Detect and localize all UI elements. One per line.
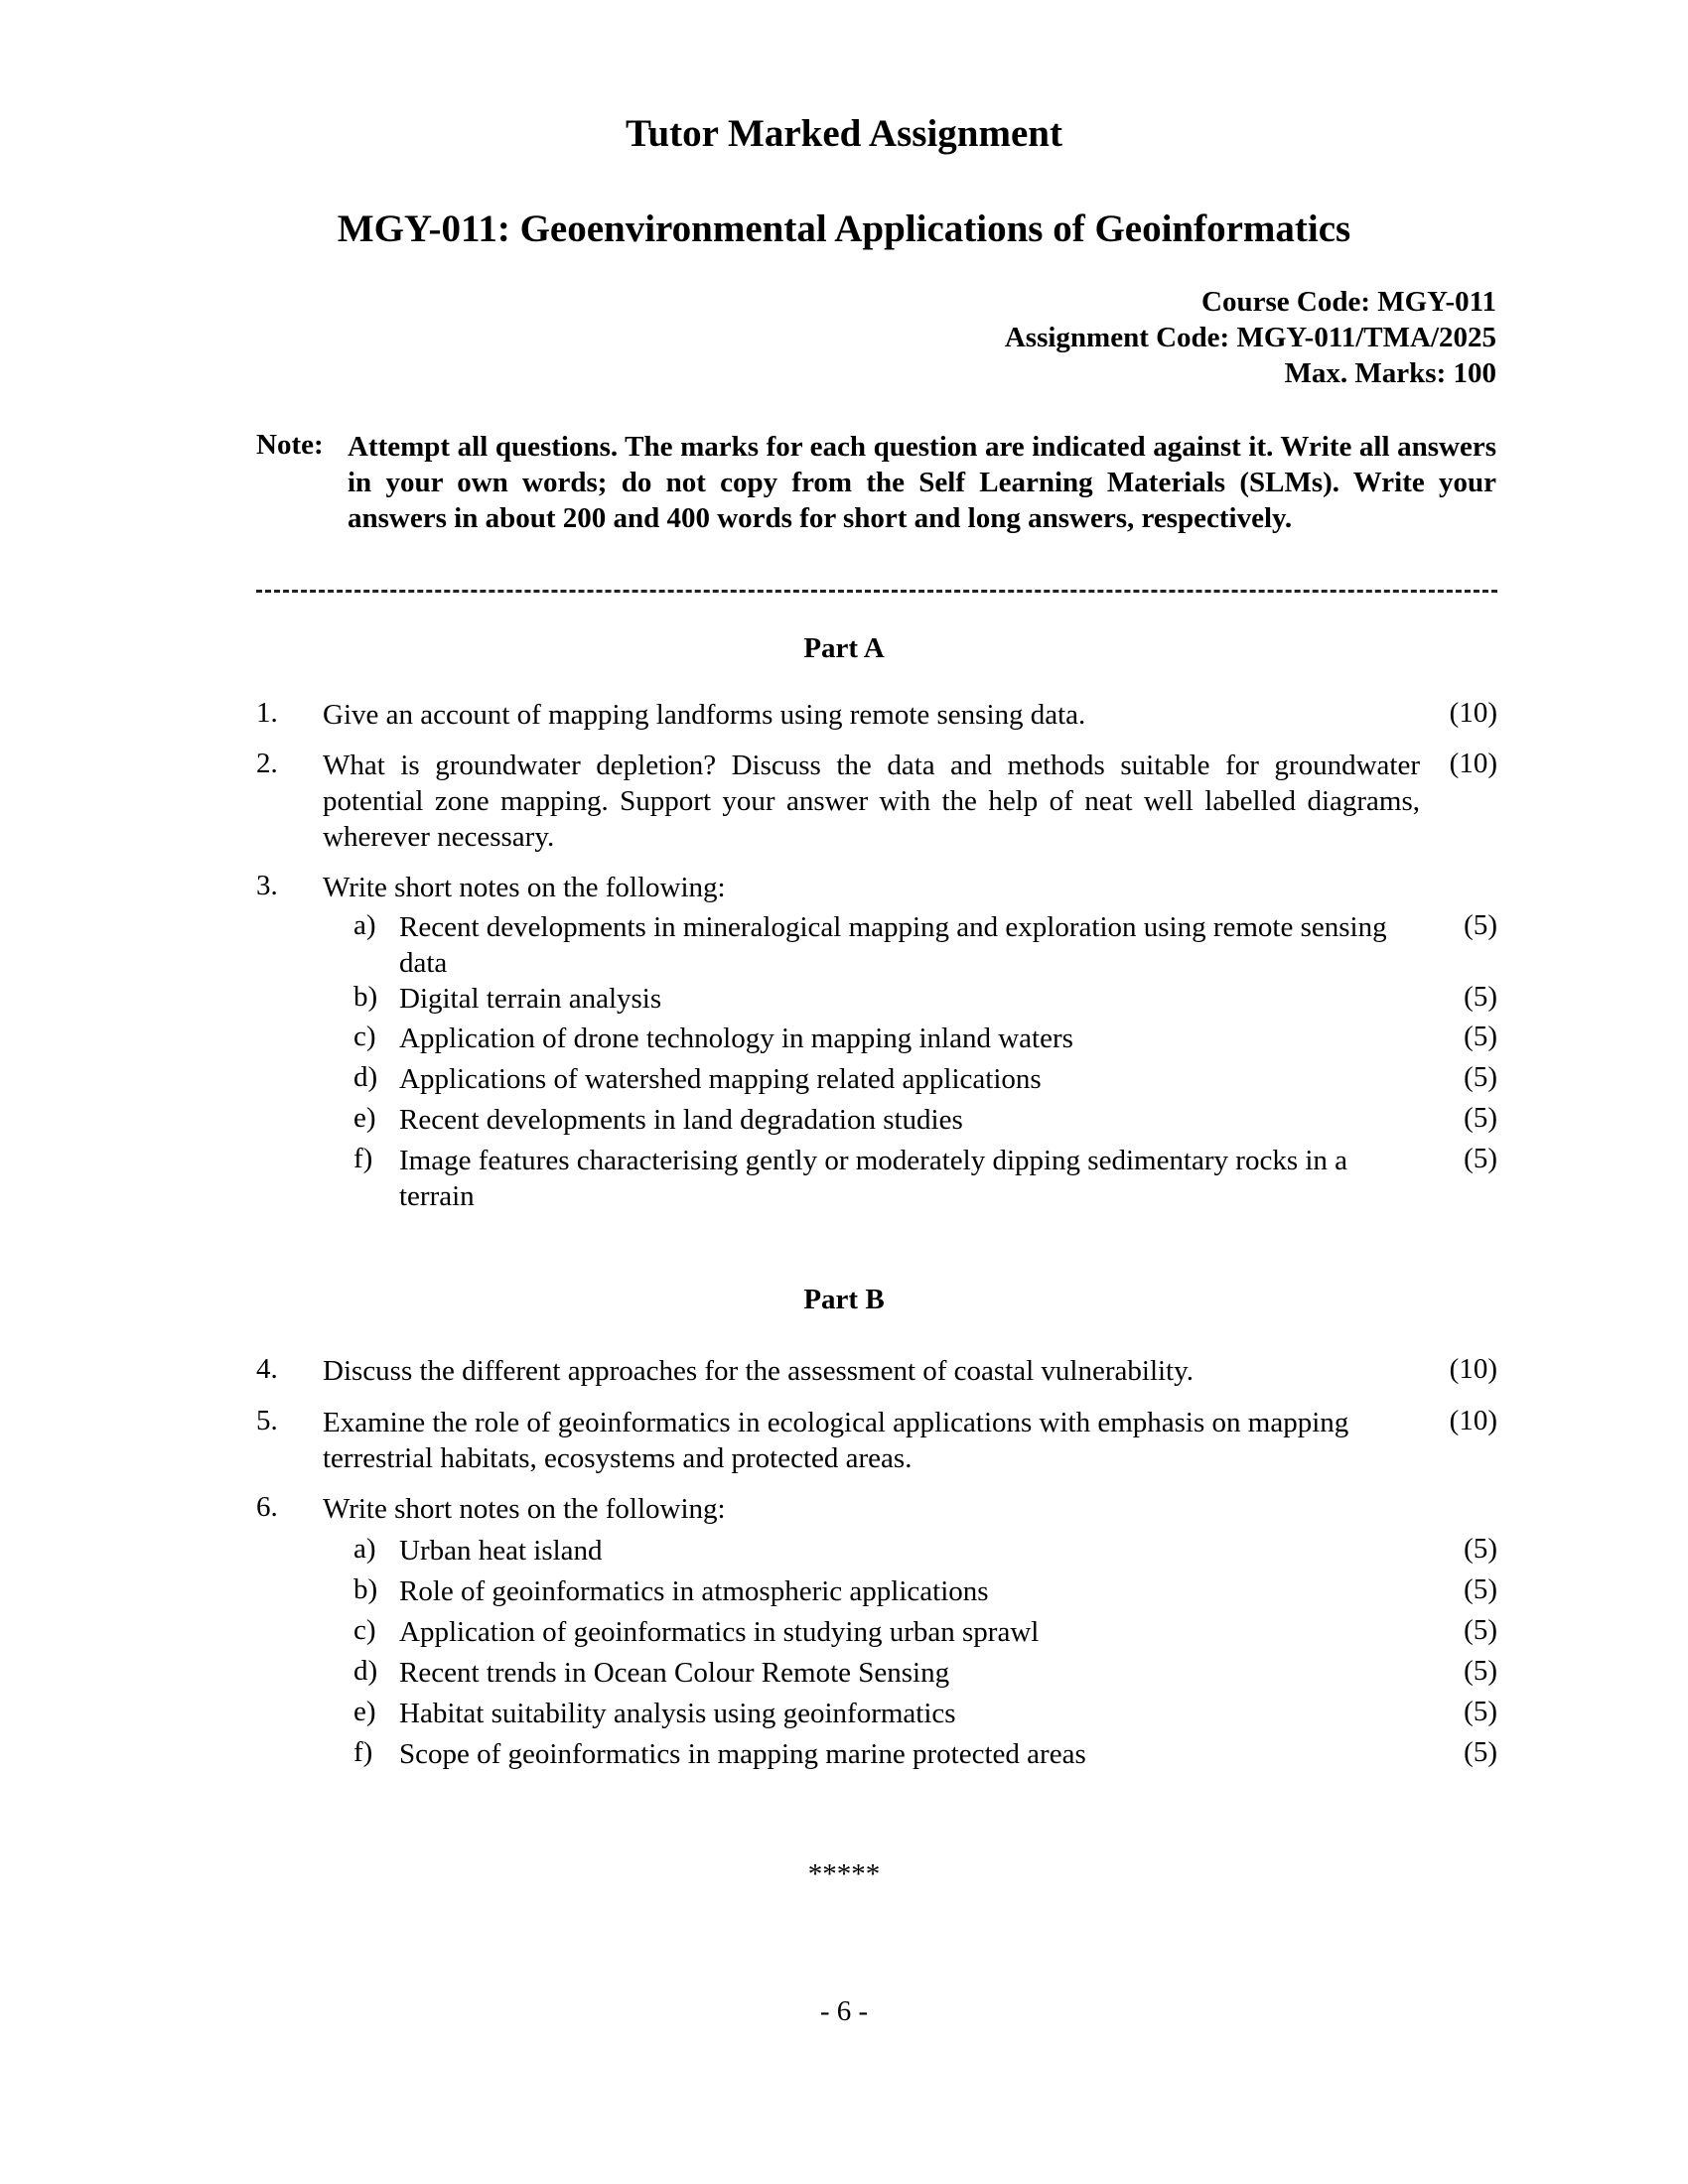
question-marks: (10) (1449, 1405, 1497, 1436)
end-marker: ***** (807, 1858, 881, 1890)
subquestion-letter: b) (353, 1573, 378, 1605)
subquestion-text: Role of geoinformatics in atmospheric applications (399, 1575, 989, 1607)
subquestion-marks: (5) (1464, 981, 1497, 1013)
question-marks: (10) (1449, 748, 1497, 779)
subquestion-letter: f) (353, 1143, 373, 1174)
course-code: Course Code: MGY-011 (1201, 286, 1496, 318)
question-marks: (10) (1449, 697, 1497, 729)
subquestion-marks: (5) (1464, 1102, 1497, 1134)
subquestion-marks: (5) (1464, 1696, 1497, 1727)
subquestion-text: Urban heat island (399, 1535, 603, 1567)
question-text: What is groundwater depletion? Discuss the data and methods suitable for groundwater potential zone mapping. Support your answer with the help of neat well labelled diagrams, wherever necessary. (323, 750, 1420, 853)
course-title: MGY-011: Geoenvironmental Applications of Geoinformatics (337, 207, 1351, 250)
subquestion-text: Application of geoinformatics in studying urban sprawl (399, 1616, 1040, 1648)
separator-line (256, 590, 1497, 593)
question-number: 3. (256, 870, 278, 901)
question-number: 1. (256, 697, 278, 729)
subquestion-letter: f) (353, 1736, 373, 1768)
subquestion-text: Image features characterising gently or moderately dipping sedimentary rocks in a terrain (399, 1145, 1348, 1212)
question-text: Give an account of mapping landforms using remote sensing data. (323, 699, 1086, 731)
subquestion-marks: (5) (1464, 1061, 1497, 1093)
subquestion-marks: (5) (1464, 1143, 1497, 1174)
max-marks: Max. Marks: 100 (1284, 357, 1496, 389)
subquestion-text: Recent developments in mineralogical mapping and exploration using remote sensing data (399, 911, 1387, 979)
question-marks: (10) (1449, 1353, 1497, 1385)
subquestion-letter: c) (353, 1021, 376, 1052)
subquestion-text: Recent developments in land degradation studies (399, 1104, 963, 1136)
subquestion-marks: (5) (1464, 1573, 1497, 1605)
subquestion-letter: a) (353, 909, 376, 941)
subquestion-marks: (5) (1464, 1533, 1497, 1565)
subquestion-text: Habitat suitability analysis using geoinformatics (399, 1698, 956, 1729)
subquestion-marks: (5) (1464, 1736, 1497, 1768)
question-number: 5. (256, 1405, 278, 1436)
subquestion-letter: e) (353, 1102, 376, 1134)
note-label: Note: (256, 429, 324, 461)
question-text: Write short notes on the following: (323, 1493, 726, 1525)
part-b-heading: Part B (803, 1284, 885, 1315)
note-text: Attempt all questions. The marks for each question are indicated against it. Write all answers in your own words; do not copy from the Self Learning Materials (SLMs). Write your answers in about 200 and 400 words for short and long answers, respectively. (348, 431, 1496, 534)
subquestion-marks: (5) (1464, 1655, 1497, 1687)
subquestion-marks: (5) (1464, 1614, 1497, 1646)
subquestion-letter: e) (353, 1696, 376, 1727)
question-text: Write short notes on the following: (323, 872, 726, 903)
subquestion-marks: (5) (1464, 909, 1497, 941)
subquestion-text: Scope of geoinformatics in mapping marine protected areas (399, 1738, 1086, 1770)
question-number: 4. (256, 1353, 278, 1385)
subquestion-text: Digital terrain analysis (399, 983, 662, 1015)
page-title: Tutor Marked Assignment (626, 112, 1062, 155)
subquestion-letter: a) (353, 1533, 376, 1565)
page-number: - 6 - (819, 1995, 869, 2027)
subquestion-text: Recent trends in Ocean Colour Remote Sensing (399, 1657, 950, 1689)
question-text: Examine the role of geoinformatics in ecological applications with emphasis on mapping terrestrial habitats, ecosystems and protected areas. (323, 1407, 1349, 1474)
subquestion-letter: d) (353, 1655, 378, 1687)
question-text: Discuss the different approaches for the assessment of coastal vulnerability. (323, 1355, 1194, 1387)
assignment-code: Assignment Code: MGY-011/TMA/2025 (1004, 322, 1496, 353)
subquestion-marks: (5) (1464, 1021, 1497, 1052)
subquestion-text: Applications of watershed mapping related applications (399, 1063, 1042, 1095)
subquestion-letter: c) (353, 1614, 376, 1646)
question-number: 2. (256, 748, 278, 779)
subquestion-letter: b) (353, 981, 378, 1013)
subquestion-text: Application of drone technology in mapping inland waters (399, 1023, 1073, 1054)
part-a-heading: Part A (803, 632, 885, 664)
subquestion-letter: d) (353, 1061, 378, 1093)
question-number: 6. (256, 1491, 278, 1523)
